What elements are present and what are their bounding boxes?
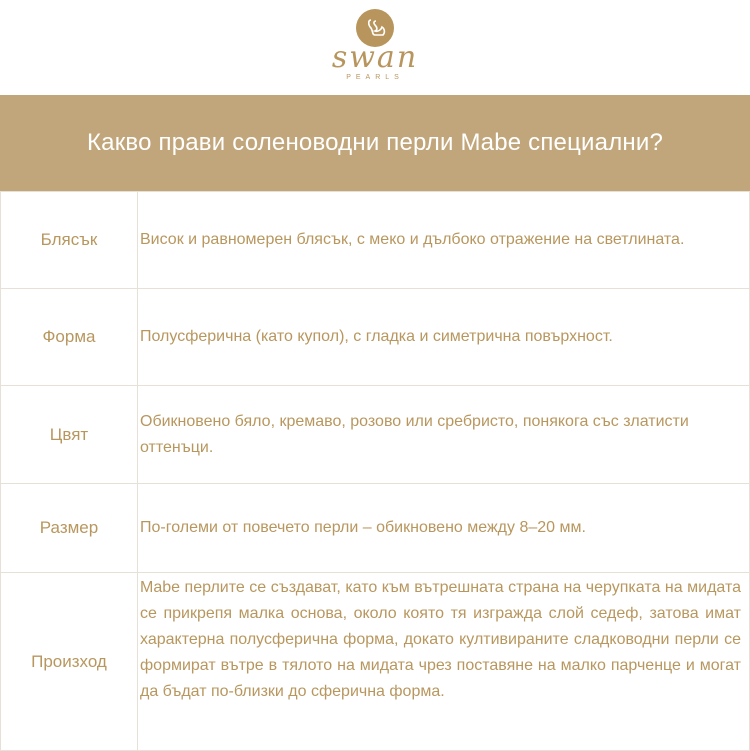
row-label: Размер xyxy=(1,484,138,573)
row-value: Висок и равномерен блясък, с меко и дълбоко отражение на светлината. xyxy=(138,192,750,289)
table-row xyxy=(1,484,750,573)
logo-subtitle: PEARLS xyxy=(346,74,404,81)
row-label: Блясък xyxy=(1,192,138,289)
table-row xyxy=(1,386,750,484)
row-value: По-големи от повечето перли – обикновено между 8–20 мм. xyxy=(138,484,750,573)
table-row xyxy=(1,573,750,751)
row-value: Mabe перлите се създават, като към вътрешната страна на черупката на мидата се прикрепя малка основа, около която тя изгражда слой седеф, затова имат характерна полусферична форма, докато култивираните сладководни перли се формират вътре в тялото на мидата чрез поставяне на малко парченце и могат да бъдат по-близки до сферична форма. xyxy=(138,573,750,751)
page-title: Какво прави соленоводни перли Mabe специални? xyxy=(86,129,664,156)
row-label: Цвят xyxy=(1,386,138,484)
row-label: Произход xyxy=(1,573,138,751)
logo-wordmark: swan xyxy=(331,40,419,75)
logo xyxy=(0,0,750,95)
table-row xyxy=(1,192,750,289)
table-row xyxy=(1,289,750,386)
title-band xyxy=(0,95,750,191)
row-value: Полусферична (като купол), с гладка и симетрична повърхност. xyxy=(138,289,750,386)
row-label: Форма xyxy=(1,289,138,386)
features-table xyxy=(0,191,750,751)
row-value: Обикновено бяло, кремаво, розово или сребристо, понякога със златисти оттенъци. xyxy=(138,386,750,484)
